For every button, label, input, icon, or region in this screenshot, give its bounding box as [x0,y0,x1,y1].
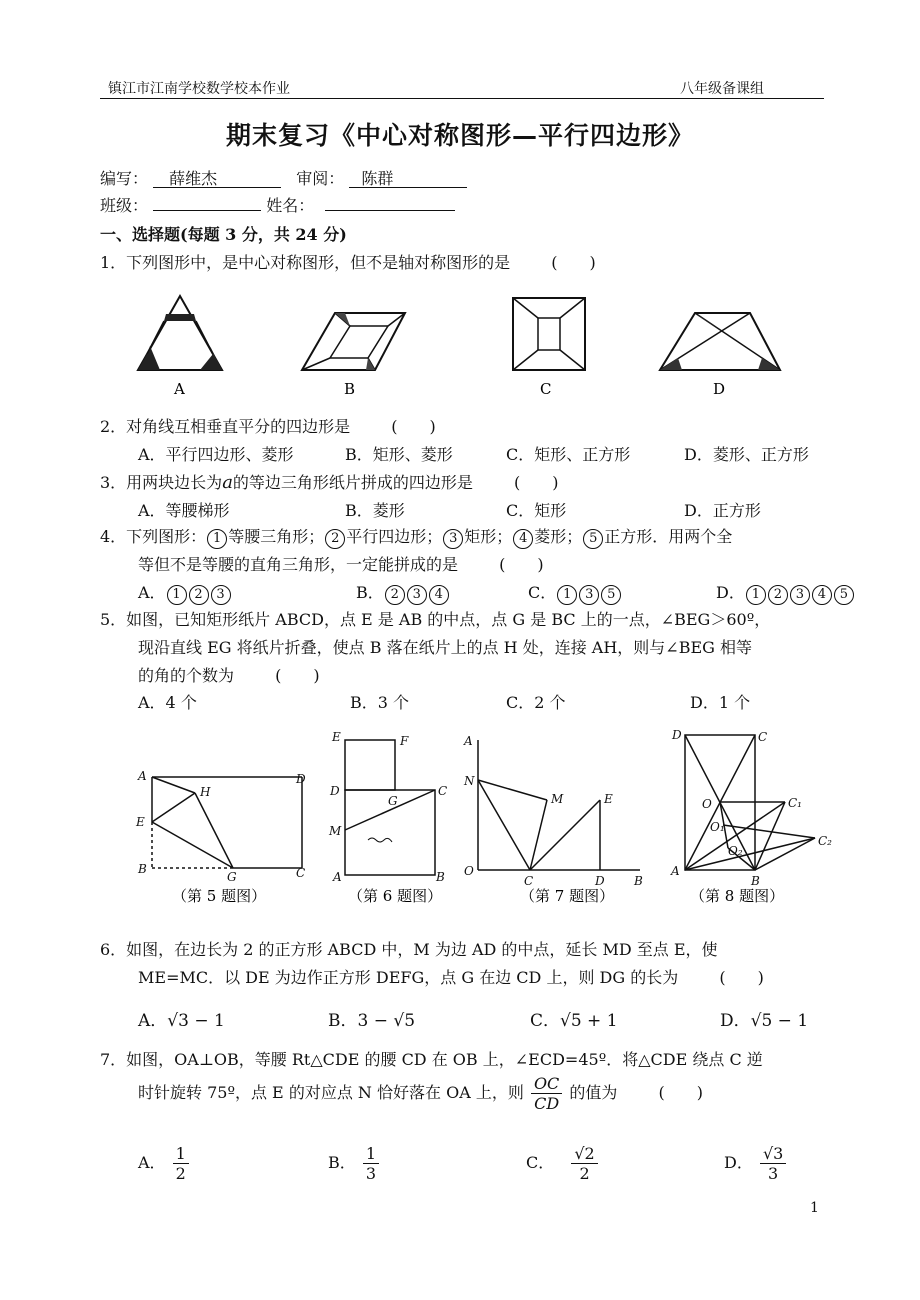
svg-text:E: E [136,815,145,829]
header-divider [100,98,824,99]
circle: 4 [429,585,449,605]
ratio-oc-cd [531,1074,562,1113]
q7-frac-a [173,1144,189,1183]
question-3 [100,470,559,493]
question-1-stem: 1．下列图形中，是中心对称图形，但不是轴对称图形的是 [100,253,511,272]
question-5-line2: 现沿直线 EG 将纸片折叠，使点 B 落在纸片上的点 H 处，连接 AH，则与∠BEG 相等 [138,638,752,657]
svg-text:A: A [138,769,147,783]
circle-5: 5 [583,529,603,549]
svg-text:O: O [702,797,712,811]
q7-option-a[interactable] [138,1144,191,1183]
question-7-line2 [138,1074,703,1113]
q4-option-d[interactable] [716,580,855,605]
q5-option-a[interactable]: A．4 个 [138,693,197,712]
q3-option-c[interactable]: C．矩形 [506,501,567,520]
item-2: 平行四边形； [346,527,443,546]
reviewer-name: 陈群 [349,170,467,188]
answer-paren-2: ( ) [391,417,436,436]
q3-option-a[interactable]: A．等腰梯形 [138,501,230,520]
q4-option-a-label: A． [138,583,166,602]
svg-text:C: C [438,784,448,798]
circle: 2 [189,585,209,605]
svg-text:M: M [329,824,342,838]
reviewer-label: 审阅： [296,169,345,188]
svg-text:C₁: C₁ [788,796,802,810]
svg-text:G: G [227,870,237,884]
question-6-line1: 6．如图，在边长为 2 的正方形 ABCD 中，M 为边 AD 的中点，延长 MD 至点 E，使 [100,940,718,959]
q7-option-b[interactable] [328,1144,381,1183]
answer-paren-1: ( ) [551,253,596,272]
circle: 2 [768,585,788,605]
svg-text:O: O [464,864,474,878]
figure-d [660,313,780,398]
class-blank[interactable] [153,210,261,211]
question-5-line3-text: 的角的个数为 [138,666,235,685]
q2-option-c[interactable]: C．矩形、正方形 [506,445,631,464]
q7-option-d[interactable] [724,1144,788,1183]
frac-den: 2 [579,1164,590,1183]
frac-numerator: OC [531,1074,562,1094]
frac-den: 3 [365,1164,377,1183]
item-1: 等腰三角形； [228,527,325,546]
q3-option-d[interactable]: D．正方形 [684,501,761,520]
q2-option-b[interactable]: B．矩形、菱形 [345,445,453,464]
page-title: 期末复习《中心对称图形—平行四边形》 [225,121,694,150]
svg-text:A: A [671,864,680,878]
circle-4: 4 [513,529,533,549]
svg-text:B: B [751,874,760,888]
svg-text:E: E [604,792,613,806]
editor-label: 编写： [100,169,149,188]
q3-option-b[interactable]: B．菱形 [345,501,405,520]
svg-text:D: D [330,784,340,798]
svg-text:D: D [595,874,605,888]
figure-label-c: C [540,380,552,398]
svg-text:B: B [138,862,147,876]
circle: 1 [557,585,577,605]
svg-text:N: N [464,774,475,788]
frac-num: √2 [571,1144,597,1164]
figure-label-a: A [174,380,185,398]
q4-option-a[interactable] [138,580,232,605]
svg-text:A: A [333,870,342,884]
frac-num: 1 [173,1144,189,1164]
question-3-var: a [222,472,233,493]
q4-option-c-label: C． [528,583,557,602]
question-5-line3 [138,663,320,686]
figure-label-d: D [713,380,726,398]
circle-2: 2 [325,529,345,549]
svg-text:C: C [524,874,534,888]
q2-option-d[interactable]: D．菱形、正方形 [684,445,809,464]
header-school: 镇江市江南学校数学校本作业 [108,81,290,97]
frac-num: 1 [363,1144,379,1164]
answer-paren-6: ( ) [719,968,764,987]
editor-name: 薛维杰 [153,170,281,188]
svg-text:C: C [758,730,768,744]
question-4 [100,524,732,549]
editor-row [100,166,467,189]
q7-option-c-label: C． [526,1153,555,1172]
circle-3: 3 [443,529,463,549]
header-grade-group: 八年级备课组 [680,81,764,97]
question-2 [100,414,436,437]
q7-frac-b [363,1144,379,1183]
q7-option-a-label: A． [138,1153,166,1172]
question-6-line2-text: ME=MC．以 DE 为边作正方形 DEFG，点 G 在边 CD 上，则 DG 的长为 [138,968,679,987]
q5-option-d[interactable]: D．1 个 [690,693,751,712]
q6-option-c[interactable]: C．√5 + 1 [530,1011,618,1031]
question-4-line2-text: 等但不是等腰的直角三角形，一定能拼成的是 [138,555,459,574]
caption-fig5: （第 5 题图） [172,887,267,905]
q4-option-b[interactable] [356,580,450,605]
q7-option-c[interactable] [526,1144,600,1183]
q7-option-d-label: D． [724,1153,753,1172]
circle: 3 [790,585,810,605]
q7-frac-c [571,1144,597,1183]
question-3-stem-a: 3．用两块边长为 [100,473,223,492]
figure-c [513,298,585,398]
circle: 1 [746,585,766,605]
svg-text:D: D [296,772,306,786]
circle: 1 [167,585,187,605]
frac-denominator: CD [534,1094,560,1113]
svg-text:M: M [551,792,564,806]
question-2-stem: 2．对角线互相垂直平分的四边形是 [100,417,351,436]
frac-den: 3 [768,1164,779,1183]
caption-fig7: （第 7 题图） [520,887,615,905]
svg-text:A: A [464,734,473,748]
frac-den: 2 [175,1164,186,1183]
svg-text:C₂: C₂ [818,834,832,848]
caption-fig8: （第 8 题图） [690,887,785,905]
svg-text:B: B [436,870,445,884]
svg-text:O₂: O₂ [728,844,743,858]
answer-paren-4: ( ) [499,555,544,574]
fig7-labels [463,734,643,888]
circle: 5 [834,585,854,605]
svg-text:O₁: O₁ [710,820,725,834]
question-3-stem-b: 的等边三角形纸片拼成的四边形是 [232,473,473,492]
question-7-line1: 7．如图，OA⊥OB，等腰 Rt△CDE 的腰 CD 在 OB 上，∠ECD=45º．将△CDE 绕点 C 逆 [100,1050,763,1069]
svg-text:F: F [400,734,409,748]
fig6-labels [328,730,447,884]
q4-option-c[interactable] [528,580,622,605]
figure-b [302,313,405,398]
circle: 3 [579,585,599,605]
svg-text:H: H [200,785,211,799]
svg-text:B: B [634,874,643,888]
question-7-line2-b: 的值为 [569,1083,618,1102]
class-row [100,193,455,216]
circle-1: 1 [207,529,227,549]
q2-option-a[interactable]: A．平行四边形、菱形 [138,445,294,464]
item-5: 正方形．用两个全 [604,527,733,546]
figure-a [138,296,222,398]
item-3: 矩形； [464,527,513,546]
question-4-line2 [138,552,544,575]
q5-option-b[interactable]: B．3 个 [350,693,410,712]
class-label: 班级： [100,196,149,215]
q1-figures [130,288,810,403]
q6-option-a[interactable]: A．√3 − 1 [138,1011,225,1031]
circle: 3 [211,585,231,605]
q4-option-d-label: D． [716,583,745,602]
answer-paren-5: ( ) [275,666,320,685]
q4-option-b-label: B． [356,583,384,602]
svg-text:E: E [332,730,341,744]
q6-option-d[interactable]: D．√5 − 1 [720,1011,809,1031]
caption-fig6: （第 6 题图） [348,887,443,905]
figures-5-8 [130,725,830,910]
answer-paren-7: ( ) [658,1083,703,1102]
item-4: 菱形； [534,527,583,546]
circle: 4 [812,585,832,605]
q7-option-b-label: B． [328,1153,356,1172]
section-heading: 一、选择题(每题 3 分，共 24 分) [100,225,347,244]
figure-q5 [152,777,302,868]
circle: 5 [601,585,621,605]
question-5-line1: 5．如图，已知矩形纸片 ABCD，点 E 是 AB 的中点，点 G 是 BC 上的一点，∠BEG＞60º， [100,610,771,629]
question-7-line2-a: 时针旋转 75º，点 E 的对应点 N 恰好落在 OA 上，则 [138,1083,524,1102]
q6-option-b[interactable]: B．3 − √5 [328,1011,416,1031]
circle: 2 [385,585,405,605]
name-label: 姓名： [266,196,315,215]
q7-frac-d [760,1144,786,1183]
question-4-prefix: 4．下列图形： [100,527,207,546]
q5-option-c[interactable]: C．2 个 [506,693,566,712]
svg-text:C: C [296,866,306,880]
svg-text:D: D [672,728,682,742]
name-blank[interactable] [325,210,455,211]
circle: 3 [407,585,427,605]
question-6-line2 [138,965,764,988]
page-number: 1 [810,1200,819,1216]
svg-text:G: G [388,794,398,808]
answer-paren-3: ( ) [514,473,559,492]
frac-num: √3 [760,1144,786,1164]
question-1 [100,250,596,273]
figure-label-b: B [344,380,356,398]
